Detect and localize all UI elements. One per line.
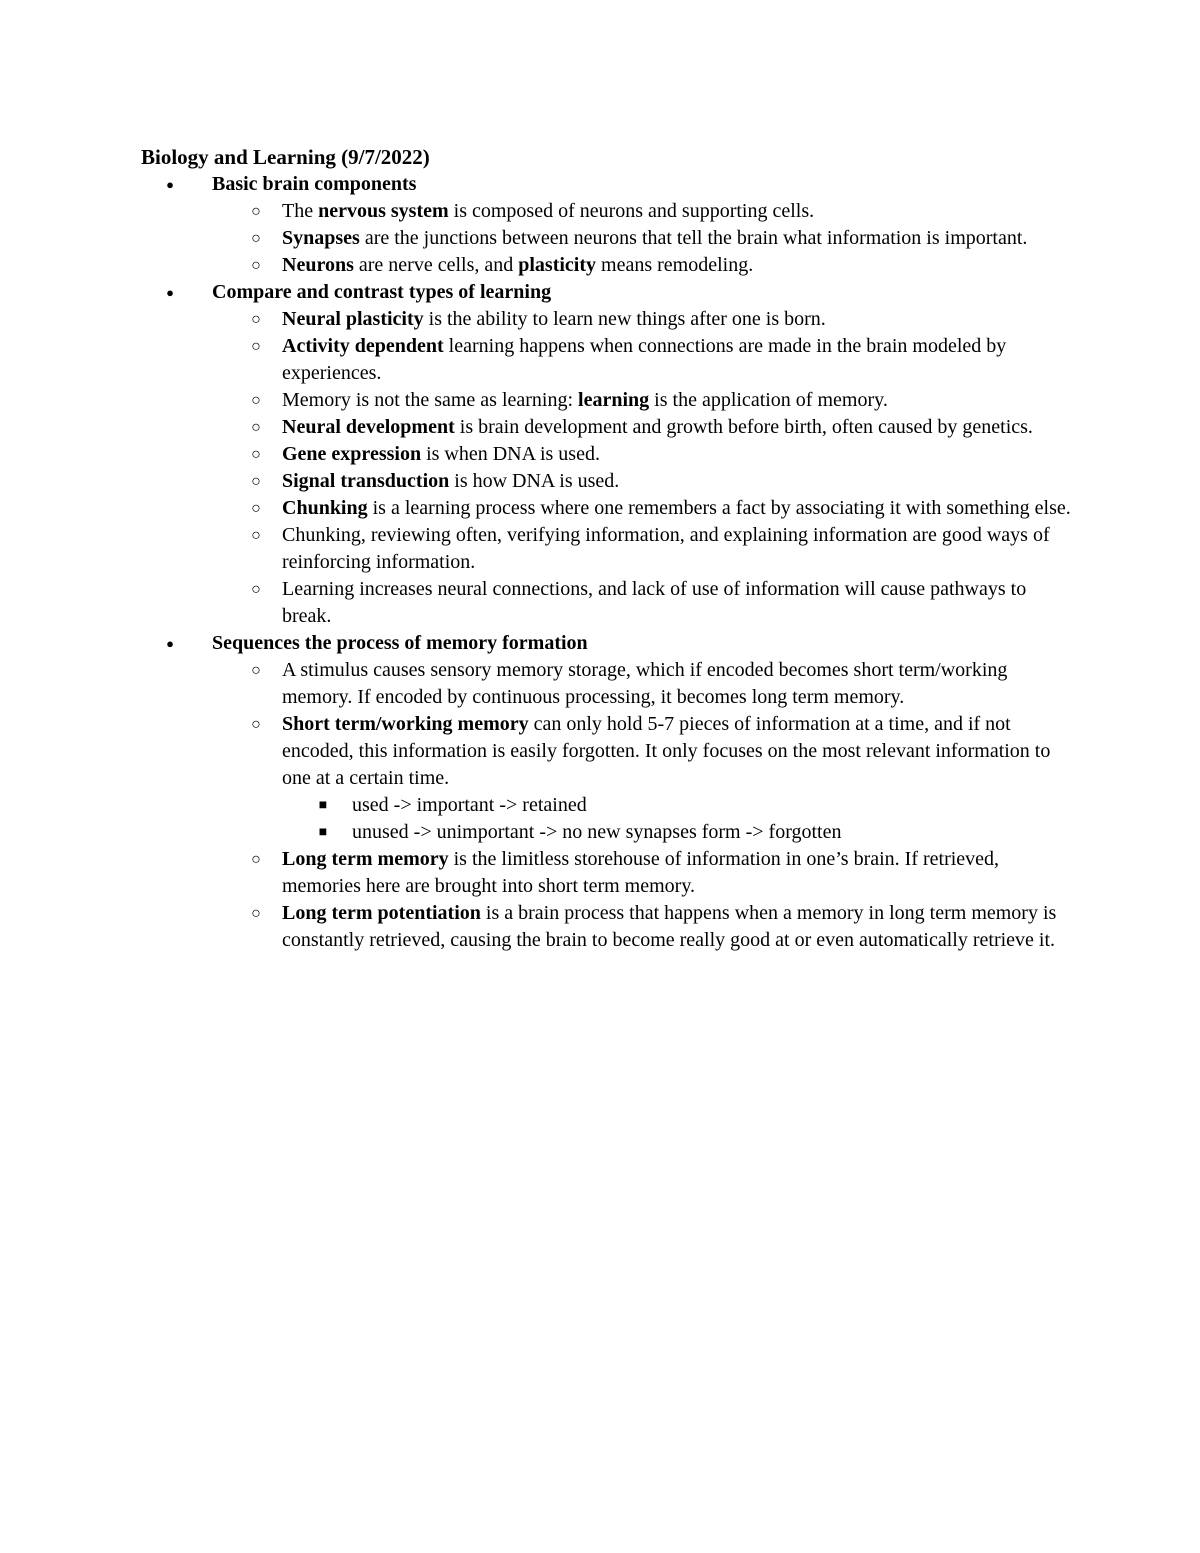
list-item [0,657,1200,711]
hollow-circle-bullet-icon: ○ [251,419,261,436]
list-item [0,387,1200,414]
list-item-text: Activity dependent learning happens when connections are made in the brain modeled by experiences. [282,335,1007,384]
list-item-text: Neurons are nerve cells, and plasticity means remodeling. [282,254,754,276]
list-item-text: Memory is not the same as learning: learning is the application of memory. [282,389,888,411]
section-heading-text: Sequences the process of memory formation [212,632,588,654]
hollow-circle-bullet-icon: ○ [251,473,261,490]
list-item [0,252,1200,279]
hollow-circle-bullet-icon: ○ [251,230,261,247]
list-item [0,468,1200,495]
list-item [0,333,1200,387]
section-heading [0,171,1200,198]
filled-circle-bullet-icon: ● [166,177,174,192]
notes-outline [0,171,1200,954]
list-item-text: Short term/working memory can only hold 5-7 pieces of information at a time, and if not encoded, this information is easily forgotten. It only focuses on the most relevant information to one at a certain time. [282,713,1051,789]
square-bullet-icon: ■ [318,798,328,813]
document-title: Biology and Learning (9/7/2022) [141,145,430,169]
filled-circle-bullet-icon: ● [166,636,174,651]
list-item [0,225,1200,252]
hollow-circle-bullet-icon: ○ [251,311,261,328]
hollow-circle-bullet-icon: ○ [251,851,261,868]
list-item [0,711,1200,792]
hollow-circle-bullet-icon: ○ [251,527,261,544]
hollow-circle-bullet-icon: ○ [251,905,261,922]
list-item-text: Signal transduction is how DNA is used. [282,470,620,492]
list-item-text: Neural development is brain development and growth before birth, often caused by genetics. [282,416,1033,438]
hollow-circle-bullet-icon: ○ [251,581,261,598]
list-item [0,900,1200,954]
section-heading-text: Basic brain components [212,173,417,195]
section-heading-text: Compare and contrast types of learning [212,281,552,303]
hollow-circle-bullet-icon: ○ [251,392,261,409]
list-item-text: Synapses are the junctions between neurons that tell the brain what information is important. [282,227,1028,249]
hollow-circle-bullet-icon: ○ [251,338,261,355]
list-item-text: Gene expression is when DNA is used. [282,443,600,465]
list-item-text: Long term potentiation is a brain process that happens when a memory in long term memory is constantly retrieved, causing the brain to become really good at or even automatically retrieve it. [282,902,1057,951]
hollow-circle-bullet-icon: ○ [251,500,261,517]
hollow-circle-bullet-icon: ○ [251,446,261,463]
list-item-text: Chunking, reviewing often, verifying information, and explaining information are good ways of reinforcing information. [282,524,1050,573]
section-heading [0,279,1200,306]
list-item-text: A stimulus causes sensory memory storage, which if encoded becomes short term/working memory. If encoded by continuous processing, it becomes long term memory. [282,659,1008,708]
list-item-text: Neural plasticity is the ability to learn new things after one is born. [282,308,826,330]
sub-list-item [0,819,1200,846]
filled-circle-bullet-icon: ● [166,285,174,300]
list-item [0,441,1200,468]
sub-list-item-text: used -> important -> retained [352,794,587,816]
square-bullet-icon: ■ [318,825,328,840]
hollow-circle-bullet-icon: ○ [251,257,261,274]
list-item-text: Learning increases neural connections, and lack of use of information will cause pathways to break. [282,578,1027,627]
list-item [0,522,1200,576]
hollow-circle-bullet-icon: ○ [251,662,261,679]
sub-list-item [0,792,1200,819]
list-item [0,198,1200,225]
list-item [0,846,1200,900]
list-item [0,414,1200,441]
section-heading [0,630,1200,657]
sub-list-item-text: unused -> unimportant -> no new synapses form -> forgotten [352,821,842,843]
list-item [0,576,1200,630]
list-item-text: Chunking is a learning process where one remembers a fact by associating it with something else. [282,497,1071,519]
list-item-text: The nervous system is composed of neurons and supporting cells. [282,200,815,222]
hollow-circle-bullet-icon: ○ [251,716,261,733]
list-item [0,306,1200,333]
list-item [0,495,1200,522]
list-item-text: Long term memory is the limitless storehouse of information in one’s brain. If retrieved, memories here are brought into short term memory. [282,848,1000,897]
hollow-circle-bullet-icon: ○ [251,203,261,220]
